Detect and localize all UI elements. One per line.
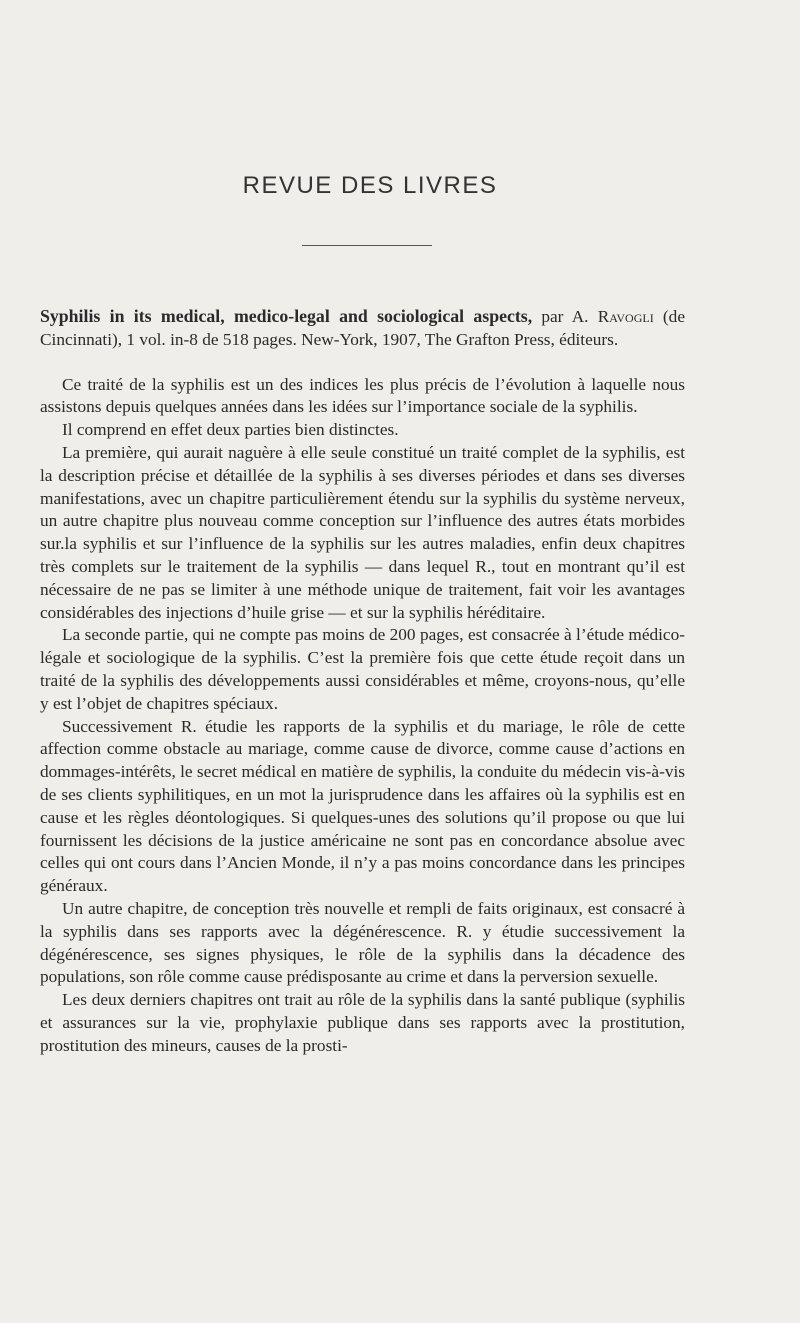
paragraph-5: Successivement R. étudie les rapports de la syphilis et du mariage, le rôle de cette affection comme obstacle au mariage, comme cause de divorce, comme cause d’actions en dommages-intérêts, le secret médical en matière de syphilis, la conduite du médecin vis-à-vis de ses clients syphilitiques, en un mot la jurisprudence dans les affaires où la syphilis est en cause et les règles déontologiques. Si quelques-unes des solutions qu’il propose ou que lui fournissent les décisions de la justice américaine ne sont pas en concordance absolue avec celles qui ont cours dans l’Ancien Monde, il n’y a pas moins concordance dans les principes généraux. <box>40 716 685 896</box>
paragraph-6: Un autre chapitre, de conception très nouvelle et rempli de faits originaux, est consacré à la syphilis dans ses rapports avec la dégénérescence. R. y étudie successivement la dégénérescence, ses signes physiques, le rôle de la syphilis dans la décadence des populations, son rôle comme cause prédisposante au crime et dans la perversion sexuelle. <box>40 898 685 987</box>
paragraph-4: La seconde partie, qui ne compte pas moins de 200 pages, est consacrée à l’étude médico-légale et sociologique de la syphilis. C’est la première fois que cette étude reçoit dans un traité de la syphilis des développements aussi considérables et même, croyons-nous, qu’elle y est l’objet de chapitres spéciaux. <box>40 625 685 713</box>
book-title: Syphilis in its medical, medico-legal and sociological aspects, <box>40 306 533 326</box>
author-prefix: par A. <box>532 307 598 326</box>
section-heading: REVUE DES LIVRES <box>242 172 498 199</box>
paragraph-1: Ce traité de la syphilis est un des indices les plus précis de l’évolution à laquelle nous assistons depuis quelques années dans les idées sur l’importance sociale de la syphilis. <box>40 374 685 417</box>
paragraph-2: Il comprend en effet deux parties bien distinctes. <box>62 420 399 440</box>
spacer <box>40 352 685 374</box>
review-body <box>40 305 685 1058</box>
book-citation <box>40 305 685 352</box>
paragraph-7: Les deux derniers chapitres ont trait au rôle de la syphilis dans la santé publique (syphilis et assurances sur la vie, prophylaxie publique dans ses rapports avec la prostitution, prostitution des mineurs, causes de la prosti- <box>40 990 685 1055</box>
heading-rule <box>302 245 432 246</box>
author-name: Ravogli <box>597 307 654 326</box>
publication-details: (de Cincinnati), 1 vol. in-8 de 518 pages. New-York, 1907, The Grafton Press, éditeurs. <box>40 307 685 349</box>
paragraph-3: La première, qui aurait naguère à elle seule constitué un traité complet de la syphilis, est la description précise et détaillée de la syphilis à ses diverses périodes et dans ses diverses manifestations, avec un chapitre particulièrement étendu sur la syphilis du système nerveux, un autre chapitre plus nouveau comme conception sur l’influence des autres états morbides sur.la syphilis et sur l’influence de la syphilis sur les autres maladies, enfin deux chapitres très complets sur le traitement de la syphilis — dans lequel R., tout en montrant qu’il est nécessaire de ne pas se limiter à une méthode unique de traitement, fait voir les avantages considérables des injections d’huile grise — et sur la syphilis héréditaire. <box>40 442 685 622</box>
